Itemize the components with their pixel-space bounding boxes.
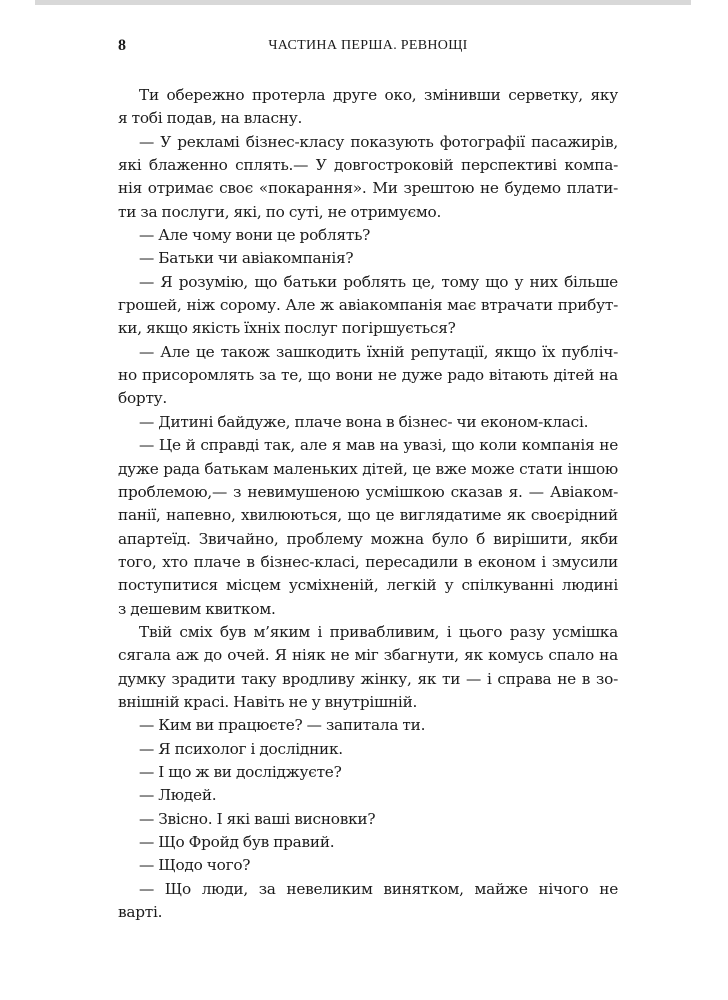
page-header	[118, 37, 618, 57]
page-top-edge	[35, 0, 691, 5]
text-line: думку зрадити таку вродливу жінку, як ти — і справа не в зо-	[118, 669, 618, 688]
text-line: Ти обережно протерла друге око, змінивши серветку, яку	[139, 86, 618, 104]
text-line: апартеїд. Звичайно, проблему можна було б вирішити, якби	[118, 529, 618, 548]
text-line: нія отримає своє «покарання». Ми зрештою не будемо плати-	[118, 179, 618, 198]
text-line: — Людей.	[139, 786, 217, 805]
text-line: з дешевим квитком.	[118, 599, 276, 618]
text-line: — Але це також зашкодить їхній репутації, якщо їх публіч-	[139, 342, 618, 361]
text-line: ти за послуги, які, по суті, не отримуємо.	[118, 202, 442, 221]
text-line: грошей, ніж сорому. Але ж авіакомпанія має втрачати прибут-	[118, 296, 618, 315]
text-line: внішній красі. Навіть не у внутрішній.	[118, 692, 418, 711]
text-line: но присоромлять за те, що вони не дуже радо вітають дітей на	[118, 366, 618, 385]
text-line: ки, якщо якість їхніх послуг погіршується?	[118, 319, 456, 338]
text-line: дуже рада батькам маленьких дітей, це вже може стати іншою	[118, 459, 618, 478]
text-line: — Ким ви працюєте? — запитала ти.	[139, 716, 426, 735]
text-line: того, хто плаче в бізнес-класі, пересадили в економ і змусили	[118, 552, 618, 571]
text-line: панії, напевно, хвилюються, що це виглядатиме як своєрідний	[118, 506, 618, 525]
text-line: — Що Фройд був правий.	[139, 833, 335, 851]
text-line: — У рекламі бізнес-класу показують фотографії пасажирів,	[139, 132, 618, 151]
text-line: — Я розумію, що батьки роблять це, тому що у них більше	[139, 272, 618, 291]
text-line: поступитися місцем усміхненій, легкій у спілкуванні людині	[118, 576, 618, 595]
text-line: — Дитині байдуже, плаче вона в бізнес- чи економ-класі.	[139, 412, 589, 431]
text-line: борту.	[118, 389, 168, 408]
text-line: — Але чому вони це роблять?	[139, 226, 371, 245]
page-number: 8	[118, 37, 126, 54]
text-line: — Це й справді так, але я мав на увазі, що коли компанія не	[139, 436, 618, 455]
text-line: — І що ж ви досліджуєте?	[139, 762, 342, 781]
text-line: варті.	[118, 903, 163, 922]
text-line: Твій сміх був м’яким і привабливим, і цього разу усмішка	[139, 622, 618, 641]
text-line: — Батьки чи авіакомпанія?	[139, 249, 354, 268]
body-text	[118, 84, 618, 924]
text-line: проблемою,— з невимушеною усмішкою сказав я. — Авіаком-	[118, 482, 618, 501]
running-head: ЧАСТИНА ПЕРША. РЕВНОЩІ	[268, 38, 468, 53]
text-line: — Що люди, за невеликим винятком, майже нічого не	[139, 879, 618, 898]
text-line: які блаженно сплять.— У довгостроковій перспективі компа-	[118, 156, 618, 175]
text-line: — Звісно. І які ваші висновки?	[139, 809, 376, 828]
text-line: я тобі подав, на власну.	[118, 109, 303, 128]
text-line: — Щодо чого?	[139, 856, 251, 875]
text-line: сягала аж до очей. Я ніяк не міг збагнути, як комусь спало на	[118, 646, 618, 665]
text-line: — Я психолог і дослідник.	[139, 739, 343, 758]
